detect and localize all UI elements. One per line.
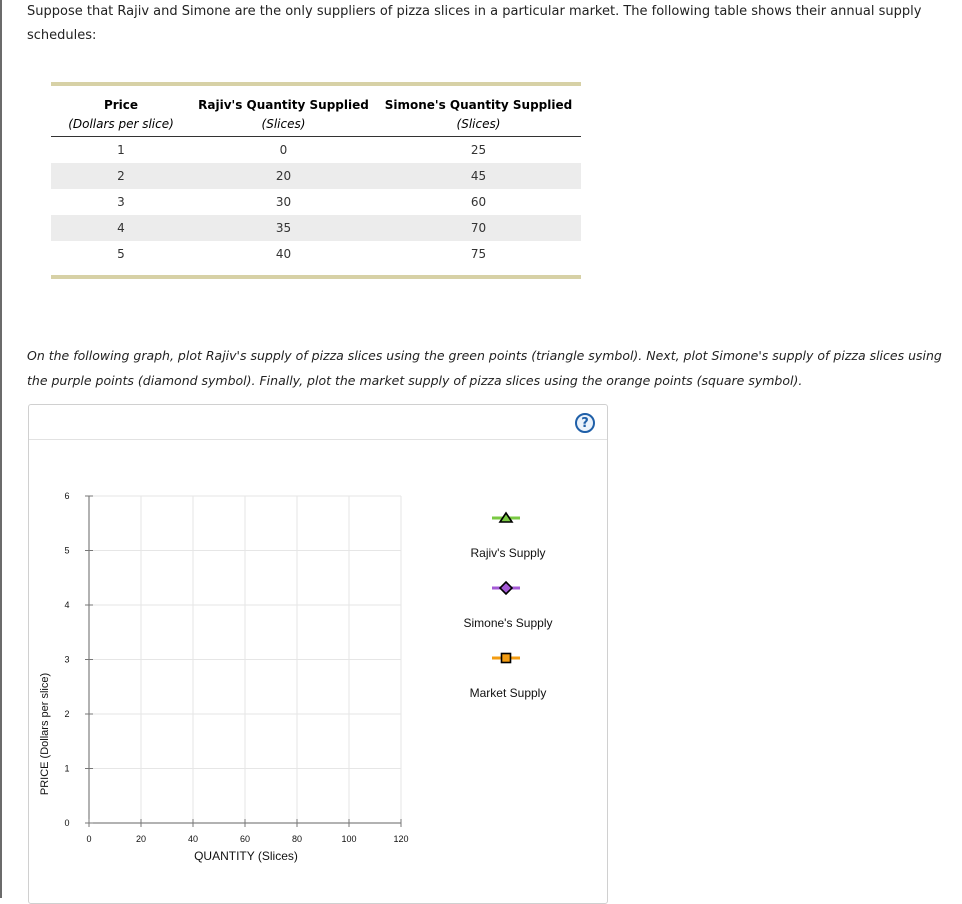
y-tick-label: 3	[64, 654, 70, 665]
cell-price: 3	[117, 195, 125, 209]
table-row	[51, 189, 581, 215]
y-tick-label: 2	[64, 709, 70, 719]
square-icon	[502, 654, 511, 663]
unit-simone: (Slices)	[376, 112, 581, 137]
legend-label: Rajiv's Supply	[470, 546, 546, 560]
graph-instructions: On the following graph, plot Rajiv's supply of pizza slices using the green points (triangle symbol). Next, plot Simone's supply of pizza slices using the purple points (diamond symbol). Finally, plot the market supply of pizza slices using the orange points (square symbol).	[27, 348, 942, 388]
diamond-icon	[500, 582, 512, 594]
square-point-tool[interactable]	[492, 654, 520, 663]
cell-price: 2	[51, 163, 191, 189]
unit-price: (Dollars per slice)	[51, 112, 191, 137]
unit-rajiv: (Slices)	[191, 112, 376, 137]
plot-legend	[463, 513, 552, 700]
cell-simone-qty: 25	[470, 143, 487, 157]
plot-grid	[89, 496, 401, 823]
y-tick-label: 6	[64, 491, 70, 501]
header-rajiv: Rajiv's Quantity Supplied	[198, 98, 369, 112]
legend-label: Simone's Supply	[463, 616, 553, 630]
page-left-border	[0, 0, 2, 898]
y-tick-label: 5	[64, 545, 70, 556]
y-tick-label: 1	[64, 763, 70, 774]
cell-rajiv-qty: 35	[191, 215, 376, 241]
cell-rajiv-qty: 0	[279, 143, 288, 157]
legend-label: Market Supply	[469, 686, 547, 700]
x-tick-label: 60	[239, 834, 251, 844]
x-tick-label: 120	[393, 834, 409, 844]
cell-rajiv-qty: 40	[275, 247, 292, 261]
x-tick-label: 20	[135, 834, 147, 844]
x-tick-label: 40	[187, 834, 199, 844]
supply-graph[interactable]	[28, 404, 608, 898]
plot-ticks	[64, 491, 408, 844]
y-axis-label: PRICE (Dollars per slice)	[39, 672, 51, 796]
table-row	[51, 163, 581, 189]
x-tick-label: 80	[291, 834, 303, 844]
table-row	[51, 137, 581, 164]
cell-rajiv-qty: 20	[191, 163, 376, 189]
supply-schedule-table	[51, 82, 581, 279]
diamond-point-tool[interactable]	[492, 582, 520, 594]
intro-paragraph: Suppose that Rajiv and Simone are the only suppliers of pizza slices in a particular market. The following table shows their annual supply schedules:	[27, 4, 922, 43]
x-tick-label: 0	[86, 834, 92, 844]
cell-price: 4	[51, 215, 191, 241]
x-tick-label: 100	[341, 834, 357, 844]
header-simone: Simone's Quantity Supplied	[384, 98, 573, 112]
cell-price: 5	[117, 247, 125, 261]
help-icon[interactable]: ?	[575, 413, 595, 433]
cell-rajiv-qty: 30	[275, 195, 292, 209]
cell-simone-qty: 75	[470, 247, 487, 261]
header-price: Price	[103, 98, 139, 112]
x-axis-label: QUANTITY (Slices)	[194, 849, 298, 863]
cell-simone-qty: 70	[376, 215, 581, 241]
triangle-point-tool[interactable]	[492, 513, 520, 522]
table-row	[51, 241, 581, 267]
table-bottom-rule	[51, 275, 581, 279]
cell-price: 1	[117, 143, 125, 157]
y-tick-label: 0	[64, 818, 70, 828]
table-row	[51, 215, 581, 241]
cell-simone-qty: 45	[376, 163, 581, 189]
cell-simone-qty: 60	[470, 195, 487, 209]
y-tick-label: 4	[64, 600, 70, 610]
